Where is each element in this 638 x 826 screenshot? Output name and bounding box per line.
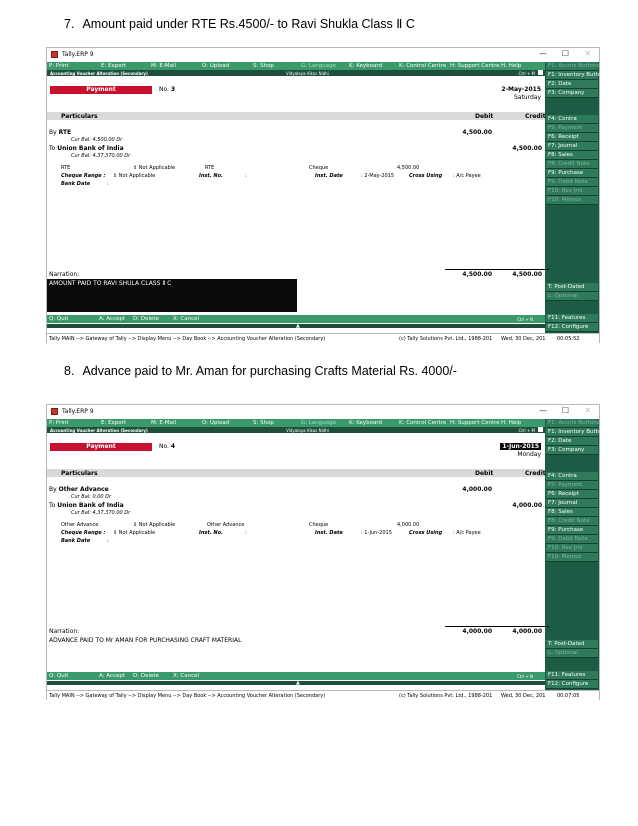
- to-label: To: [49, 502, 56, 509]
- credit-header: Credit: [525, 470, 546, 477]
- total-debit: 4,000.00: [462, 628, 492, 635]
- by-debit-amount[interactable]: 4,500.00: [462, 129, 492, 136]
- contra-button[interactable]: F4: Contra: [546, 472, 598, 481]
- minimize-icon[interactable]: —: [539, 406, 547, 415]
- email-button[interactable]: M: E-Mail: [151, 62, 176, 69]
- by-row[interactable]: [49, 486, 109, 493]
- tally-window-1: [46, 47, 608, 343]
- bank-date-label: Bank Date: [61, 538, 91, 544]
- total-separator: [445, 626, 549, 627]
- narration-label: Narration:: [49, 271, 80, 278]
- scroll-up-icon[interactable]: ▲: [296, 323, 300, 329]
- voucher-date[interactable]: 2-May-2015: [501, 86, 541, 93]
- credit-note-button[interactable]: F8: Credit Note: [546, 160, 598, 169]
- language-button[interactable]: G: Language: [301, 62, 337, 69]
- inst-date-value[interactable]: : 1-Jun-2015: [361, 530, 392, 536]
- heading-text: Advance paid to Mr. Aman for purchasing Crafts Material Rs. 4000/-: [82, 364, 457, 378]
- total-debit: 4,500.00: [462, 271, 492, 278]
- narration-input[interactable]: [47, 279, 297, 312]
- txn-type-value[interactable]: Not Applicable: [138, 522, 176, 528]
- to-current-balance: Cur Bal: 4,37,370.00 Dr: [71, 153, 131, 159]
- column-header: [47, 469, 545, 477]
- cheque-range-text: Not Applicable: [118, 530, 156, 536]
- total-credit: 4,000.00: [512, 628, 542, 635]
- status-path: Tally MAIN --> Gateway of Tally --> Display Menu --> Day Book --> Accounting Voucher Alteration (Secondary): [49, 692, 326, 699]
- column-header: [47, 112, 545, 120]
- by-debit-amount[interactable]: 4,000.00: [462, 486, 492, 493]
- cheque-range-label: Cheque Range :: [61, 173, 106, 179]
- voucher-number: [159, 86, 175, 93]
- heading-7: [64, 16, 415, 31]
- maximize-icon[interactable]: ☐: [561, 49, 569, 58]
- language-button[interactable]: G: Language: [301, 419, 337, 426]
- cross-using-value[interactable]: : A/c Payee: [453, 530, 481, 536]
- control-centre-button[interactable]: K: Control Centre: [399, 62, 447, 69]
- txn-favour[interactable]: RTE: [205, 165, 215, 171]
- date-button[interactable]: F2: Date: [546, 437, 598, 446]
- txn-amount[interactable]: 4,000.00: [397, 522, 420, 528]
- close-icon[interactable]: ✕: [584, 406, 591, 415]
- txn-type: [133, 522, 175, 528]
- purchase-button[interactable]: F9: Purchase: [546, 169, 598, 178]
- company-name: Vidyalaya Vikas Nidhi: [286, 427, 329, 433]
- updown-icon: ⇕: [113, 173, 118, 179]
- to-row[interactable]: [49, 502, 124, 509]
- txn-instrument[interactable]: Cheque: [309, 522, 329, 528]
- status-copyright: (c) Tally Solutions Pvt. Ltd., 1988-201: [399, 692, 493, 699]
- accounts-buttons-button[interactable]: F1: Accnts Buttons: [548, 63, 600, 69]
- accept-button[interactable]: A: Accept: [99, 672, 126, 679]
- payment-button[interactable]: F5: Payment: [546, 481, 598, 490]
- heading-text: Amount paid under RTE Rs.4500/- to Ravi Shukla Class Ⅱ C: [82, 17, 415, 31]
- to-row[interactable]: [49, 145, 124, 152]
- info-marker: [538, 70, 543, 75]
- status-bar: [47, 333, 599, 343]
- voucher-day: Saturday: [513, 94, 541, 101]
- control-centre-button[interactable]: K: Control Centre: [399, 419, 447, 426]
- sales-button[interactable]: F8: Sales: [546, 151, 598, 160]
- receipt-button[interactable]: F6: Receipt: [546, 133, 598, 142]
- memos-button[interactable]: F10: Memos: [546, 196, 598, 205]
- quit-button[interactable]: Q: Quit: [49, 315, 69, 322]
- close-icon[interactable]: ✕: [584, 49, 591, 58]
- voucher-no-value[interactable]: 4: [170, 443, 176, 450]
- inst-date-label: Inst. Date: [315, 173, 343, 179]
- txn-favour[interactable]: Other Advance: [207, 522, 245, 528]
- title-bar: [47, 405, 599, 419]
- inst-date-label: Inst. Date: [315, 530, 343, 536]
- mode-label: Accounting Voucher Alteration (Secondary): [50, 427, 148, 433]
- heading-number: 8.: [64, 364, 75, 378]
- scroll-strip[interactable]: [47, 324, 545, 328]
- particulars-header: Particulars: [61, 470, 98, 477]
- support-centre-button[interactable]: H: Support Centre: [450, 62, 500, 69]
- bottom-button-bar: [47, 315, 545, 323]
- rev-jrnl-button[interactable]: F10: Rev Jrnl: [546, 544, 598, 553]
- keyboard-button[interactable]: K: Keyboard: [349, 419, 383, 426]
- credit-header: Credit: [525, 113, 546, 120]
- right-button-panel: [545, 419, 608, 690]
- status-time: 00:05:52: [557, 335, 580, 342]
- total-separator: [445, 269, 549, 270]
- debit-note-button[interactable]: F9: Debit Note: [546, 535, 598, 544]
- bottom-button-bar: [47, 672, 545, 680]
- info-bar: [47, 70, 545, 76]
- updown-icon: ⇕: [113, 530, 118, 536]
- purchase-button[interactable]: F9: Purchase: [546, 526, 598, 535]
- by-row[interactable]: [49, 129, 71, 136]
- updown-icon: ⇕: [133, 522, 138, 528]
- cheque-range-value[interactable]: [113, 173, 155, 179]
- by-label: By: [49, 129, 57, 136]
- narration-label: Narration:: [49, 628, 80, 635]
- voucher-day: Monday: [517, 451, 541, 458]
- voucher-type-label: Payment: [50, 86, 152, 94]
- print-button[interactable]: P: Print: [49, 62, 69, 69]
- minimize-icon[interactable]: —: [539, 49, 547, 58]
- optional-button[interactable]: L: Optional: [546, 649, 598, 658]
- voucher-number: [159, 443, 175, 450]
- by-ledger: RTE: [58, 129, 72, 136]
- inst-no-label: Inst. No.: [199, 530, 223, 536]
- by-label: By: [49, 486, 57, 493]
- quit-button[interactable]: Q: Quit: [49, 672, 69, 679]
- optional-button[interactable]: L: Optional: [546, 292, 598, 301]
- to-credit-amount[interactable]: 4,500.00: [512, 145, 542, 152]
- status-date: Wed, 30 Dec, 201: [501, 692, 546, 699]
- memos-button[interactable]: F10: Memos: [546, 553, 598, 562]
- debit-header: Debit: [475, 470, 494, 477]
- info-marker: [538, 427, 543, 432]
- tally-logo-icon: [51, 408, 58, 415]
- features-button[interactable]: F11: Features: [546, 671, 598, 680]
- mode-label: Accounting Voucher Alteration (Secondary): [50, 70, 148, 76]
- features-button[interactable]: F11: Features: [546, 314, 598, 323]
- cheque-range-text: Not Applicable: [118, 173, 156, 179]
- upload-button[interactable]: O: Upload: [202, 62, 230, 69]
- ctrl-n-hint: Ctrl + N: [516, 317, 533, 322]
- help-button[interactable]: H: Help: [501, 419, 522, 426]
- post-dated-button[interactable]: T: Post-Dated: [546, 283, 598, 292]
- txn-type: [133, 165, 175, 171]
- contra-button[interactable]: F4: Contra: [546, 115, 598, 124]
- export-button[interactable]: E: Export: [101, 62, 127, 69]
- status-time: 00:07:05: [557, 692, 580, 699]
- export-button[interactable]: E: Export: [101, 419, 127, 426]
- txn-ledger-name: RTE: [61, 165, 71, 171]
- ctrl-m-hint: Ctrl + M: [518, 70, 535, 76]
- ctrl-m-hint: Ctrl + M: [518, 427, 535, 433]
- by-current-balance: Cur Bal: 4,500.00 Dr: [71, 137, 123, 143]
- sales-button[interactable]: F8: Sales: [546, 508, 598, 517]
- debit-note-button[interactable]: F9: Debit Note: [546, 178, 598, 187]
- inst-no-label: Inst. No.: [199, 173, 223, 179]
- configure-button[interactable]: F12: Configure: [546, 323, 598, 332]
- cancel-button[interactable]: X: Cancel: [173, 315, 200, 322]
- company-button[interactable]: F3: Company: [546, 89, 598, 98]
- status-bar: [47, 690, 599, 700]
- tally-logo-icon: [51, 51, 58, 58]
- inst-date-value[interactable]: : 2-May-2015: [361, 173, 395, 179]
- by-ledger: Other Advance: [58, 486, 109, 493]
- inst-no-colon[interactable]: :: [245, 530, 247, 536]
- journal-button[interactable]: F7: Journal: [546, 499, 598, 508]
- narration-text[interactable]: ADVANCE PAID TO Mr AMAN FOR PURCHASING CRAFT MATERIAL: [49, 637, 242, 644]
- by-current-balance: Cur Bal: 0.00 Dr: [71, 494, 112, 500]
- date-button[interactable]: F2: Date: [546, 80, 598, 89]
- to-credit-amount[interactable]: 4,000.00: [512, 502, 542, 509]
- cheque-range-value[interactable]: [113, 530, 155, 536]
- bank-date-colon[interactable]: :: [107, 181, 109, 187]
- narration-text: AMOUNT PAID TO RAVI SHULA CLASS Ⅱ C: [49, 280, 172, 287]
- delete-button[interactable]: D: Delete: [133, 315, 159, 322]
- receipt-button[interactable]: F6: Receipt: [546, 490, 598, 499]
- to-current-balance: Cur Bal: 4,37,370.00 Dr: [71, 510, 131, 516]
- txn-type-value[interactable]: Not Applicable: [138, 165, 176, 171]
- cross-using-label: Cross Using: [409, 530, 443, 536]
- shop-button[interactable]: S: Shop: [253, 419, 274, 426]
- scroll-up-icon[interactable]: ▲: [296, 680, 300, 686]
- accept-button[interactable]: A: Accept: [99, 315, 126, 322]
- voucher-date[interactable]: 1-Jun-2015: [502, 443, 539, 450]
- heading-8: [64, 364, 457, 378]
- window-title: Tally.ERP 9: [62, 51, 94, 58]
- top-button-bar: [47, 419, 545, 427]
- info-bar: [47, 427, 545, 433]
- inventory-buttons-button[interactable]: F1: Inventory Buttons: [548, 429, 608, 435]
- shop-button[interactable]: S: Shop: [253, 62, 274, 69]
- voucher-type-label: Payment: [50, 443, 152, 451]
- company-button[interactable]: F3: Company: [546, 446, 598, 455]
- txn-instrument[interactable]: Cheque: [309, 165, 329, 171]
- cross-using-value[interactable]: : A/c Payee: [453, 173, 481, 179]
- updown-icon: ⇕: [133, 165, 138, 171]
- delete-button[interactable]: D: Delete: [133, 672, 159, 679]
- rev-jrnl-button[interactable]: F10: Rev Jrnl: [546, 187, 598, 196]
- bank-date-colon[interactable]: :: [107, 538, 109, 544]
- window-title: Tally.ERP 9: [62, 408, 94, 415]
- post-dated-button[interactable]: T: Post-Dated: [546, 640, 598, 649]
- voucher-no-value[interactable]: 3: [170, 86, 176, 93]
- credit-note-button[interactable]: F8: Credit Note: [546, 517, 598, 526]
- print-button[interactable]: P: Print: [49, 419, 69, 426]
- upload-button[interactable]: O: Upload: [202, 419, 230, 426]
- voucher-no-label: No.: [159, 443, 169, 450]
- keyboard-button[interactable]: K: Keyboard: [349, 62, 383, 69]
- scroll-strip[interactable]: [47, 681, 545, 685]
- tally-window-2: [46, 404, 608, 700]
- status-date: Wed, 30 Dec, 201: [501, 335, 546, 342]
- inventory-buttons-button[interactable]: F1: Inventory Buttons: [548, 72, 608, 78]
- accounts-buttons-button[interactable]: F1: Accnts Buttons: [548, 420, 600, 426]
- txn-ledger-name: Other Advance: [61, 522, 99, 528]
- status-path: Tally MAIN --> Gateway of Tally --> Display Menu --> Day Book --> Accounting Voucher Alteration (Secondary): [49, 335, 326, 342]
- email-button[interactable]: M: E-Mail: [151, 419, 176, 426]
- bank-date-label: Bank Date: [61, 181, 91, 187]
- ctrl-n-hint: Ctrl + N: [516, 674, 533, 679]
- inst-no-colon[interactable]: :: [245, 173, 247, 179]
- txn-amount[interactable]: 4,500.00: [397, 165, 420, 171]
- to-label: To: [49, 145, 56, 152]
- company-name: Vidyalaya Vikas Nidhi: [286, 70, 329, 76]
- to-ledger: Union Bank of India: [57, 502, 124, 509]
- total-credit: 4,500.00: [512, 271, 542, 278]
- help-button[interactable]: H: Help: [501, 62, 522, 69]
- configure-button[interactable]: F12: Configure: [546, 680, 598, 689]
- support-centre-button[interactable]: H: Support Centre: [450, 419, 500, 426]
- status-copyright: (c) Tally Solutions Pvt. Ltd., 1988-201: [399, 335, 493, 342]
- maximize-icon[interactable]: ☐: [561, 406, 569, 415]
- cancel-button[interactable]: X: Cancel: [173, 672, 200, 679]
- debit-header: Debit: [475, 113, 494, 120]
- to-ledger: Union Bank of India: [57, 145, 124, 152]
- heading-number: 7.: [64, 17, 75, 31]
- cross-using-label: Cross Using: [409, 173, 443, 179]
- journal-button[interactable]: F7: Journal: [546, 142, 598, 151]
- title-bar: [47, 48, 599, 62]
- particulars-header: Particulars: [61, 113, 98, 120]
- cheque-range-label: Cheque Range :: [61, 530, 106, 536]
- voucher-no-label: No.: [159, 86, 169, 93]
- right-button-panel: [545, 62, 608, 333]
- top-button-bar: [47, 62, 545, 70]
- payment-button[interactable]: F5: Payment: [546, 124, 598, 133]
